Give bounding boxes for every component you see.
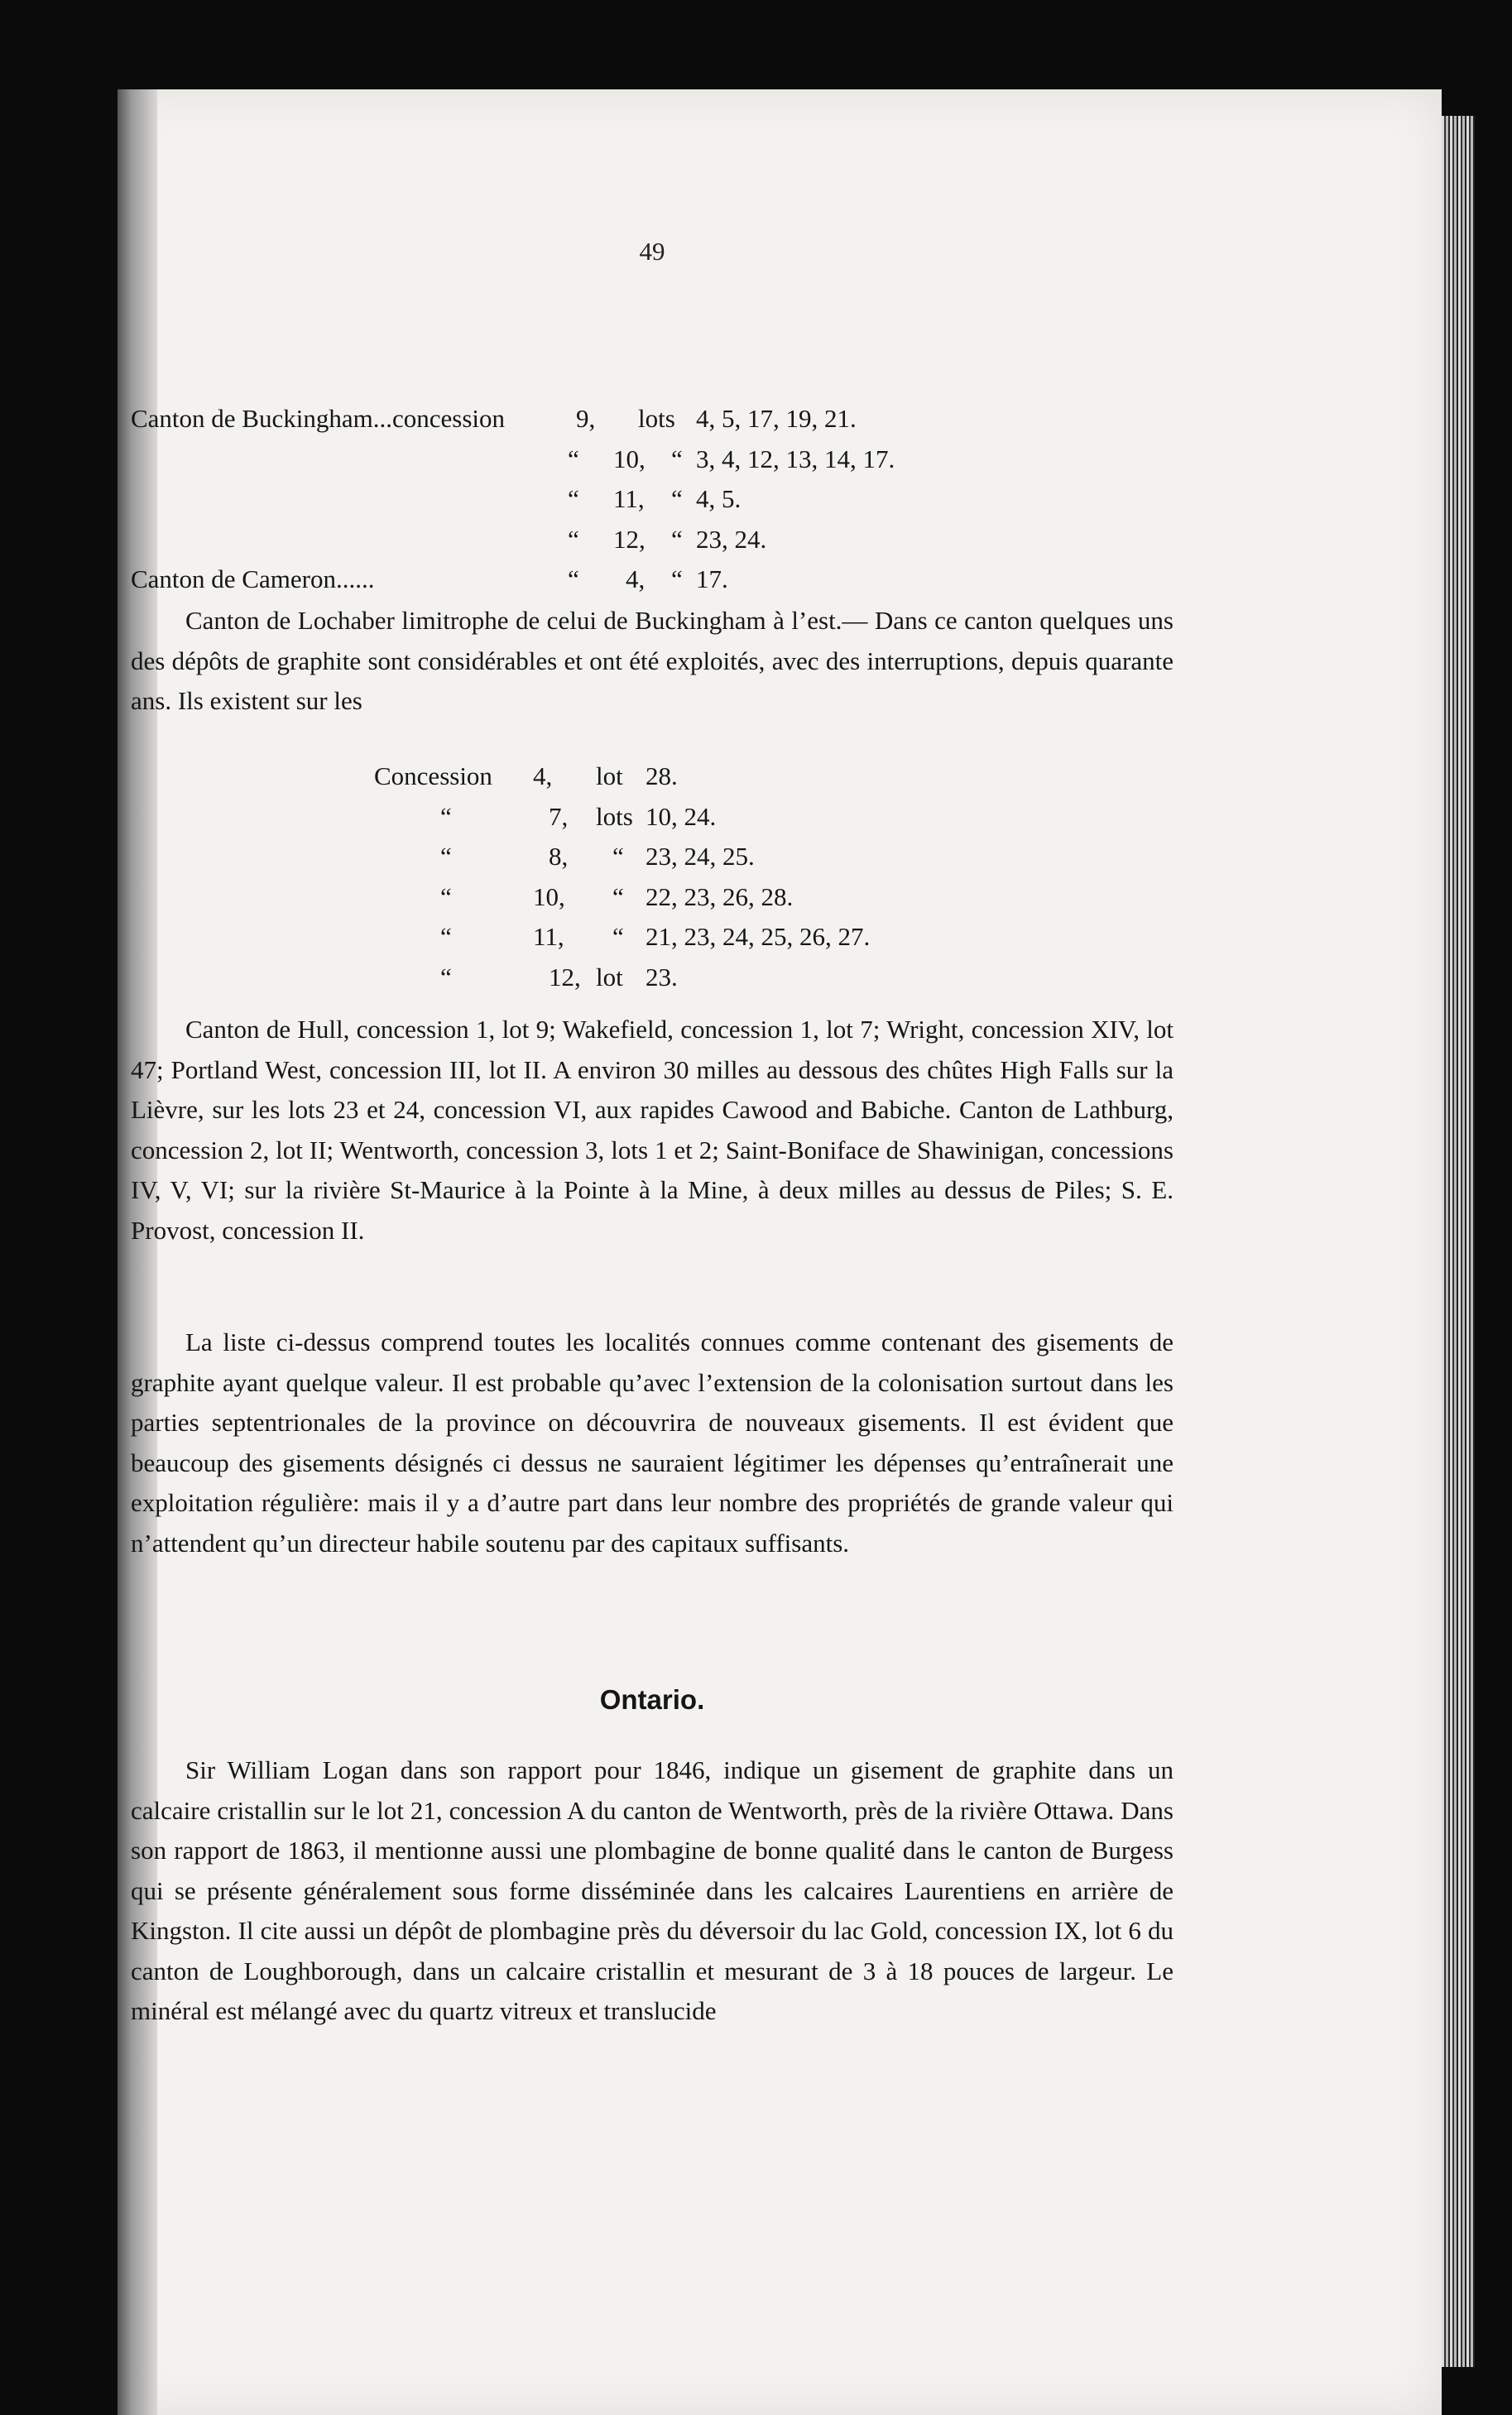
list-lot-label: “ <box>612 922 624 951</box>
list-concession: 10, <box>533 881 565 911</box>
list-item <box>131 559 1174 600</box>
list-lot-label: lot <box>596 962 623 991</box>
list-item <box>131 399 1174 439</box>
lochaber-list <box>131 756 1174 997</box>
list-item <box>131 797 1174 838</box>
list-lots: 22, 23, 26, 28. <box>646 881 794 911</box>
section-title: Ontario. <box>599 1684 705 1715</box>
list-item <box>131 439 1174 480</box>
list-lot-label: “ <box>612 842 624 871</box>
list-label: Canton de Cameron...... <box>131 564 375 593</box>
list-concession: 12, <box>549 962 581 991</box>
list-concession: 8, <box>549 842 569 871</box>
list-item <box>131 877 1174 918</box>
list-prefix: Concession <box>374 761 492 790</box>
list-lots: 23. <box>646 962 678 991</box>
buckingham-list <box>131 399 1174 600</box>
paragraph-ontario: Sir William Logan dans son rapport pour 1846, indique un gisement de graphite dans un calcaire cristallin sur le lot 21, concession A du canton de Wentworth, près de la rivière Ottawa. Dans son rapport de 1863, il mentionne aussi une plombagine de bonne qualité dans le canton de Burgess qui se présente généralement sous forme disséminée dans les calcaires Laurentiens en arrière de Kingston. Il cite aussi un dépôt de plombagine près du déversoir du lac Gold, concession IX, lot 6 du canton de Loughborough, dans un calcaire cristallin et mesurant de 3 à 18 pouces de largeur. Le minéral est mélangé avec du quartz vitreux et translucide <box>131 1755 1174 2025</box>
list-lots-label: lots <box>638 404 675 433</box>
paragraph-lochaber: Canton de Lochaber limitrophe de celui de Buckingham à l’est.— Dans ce canton quelques uns des dépôts de graphite sont considérables et ont été exploités, avec des interruptions, depuis quarante ans. Ils existent sur les <box>131 606 1174 715</box>
list-concession: 11, <box>533 922 564 951</box>
list-lot-label: lots <box>596 801 633 831</box>
list-item <box>131 756 1174 797</box>
list-ditto: “ <box>568 524 579 554</box>
list-lots: 23, 24, 25. <box>646 842 755 871</box>
list-item <box>131 520 1174 560</box>
list-label: Canton de Buckingham...concession <box>131 404 505 433</box>
list-lots: 28. <box>646 761 678 790</box>
paragraph-localities: Canton de Hull, concession 1, lot 9; Wakefield, concession 1, lot 7; Wright, concession XIV, lot 47; Portland West, concession III, lot II. A environ 30 milles au dessous des chûtes High Falls sur la Lièvre, sur les lots 23 et 24, concession VI, aux rapides Cawood and Babiche. Canton de Lathburg, concession 2, lot II; Wentworth, concession 3, lots 1 et 2; Saint-Boniface de Shawinigan, concessions IV, V, VI; sur la rivière St-Maurice à la Pointe à la Mine, à deux milles au dessus de Piles; S. E. Provost, concession II. <box>131 1015 1174 1245</box>
list-item <box>131 479 1174 520</box>
page-number: 49 <box>639 237 665 266</box>
list-prefix: “ <box>440 922 452 951</box>
list-ditto: “ <box>568 484 579 513</box>
list-lots: 23, 24. <box>696 524 767 554</box>
list-item <box>131 837 1174 877</box>
list-lots: 10, 24. <box>646 801 717 831</box>
list-concession: 9, <box>576 404 596 433</box>
list-concession: 12, <box>613 524 646 554</box>
list-lots-label: “ <box>671 484 683 513</box>
list-prefix: “ <box>440 842 452 871</box>
list-lot-label: lot <box>596 761 623 790</box>
list-prefix: “ <box>440 962 452 991</box>
list-ditto: “ <box>568 564 579 593</box>
list-lot-label: “ <box>612 881 624 911</box>
list-lots: 4, 5. <box>696 484 742 513</box>
list-lots-label: “ <box>671 524 683 554</box>
paragraph-summary: La liste ci-dessus comprend toutes les localités connues comme contenant des gisements de graphite ayant quelque valeur. Il est probable qu’avec l’extension de la colonisation surtout dans les parties septentrionales de la province on découvrira de nouveaux gisements. Il est évident que beaucoup des gisements désignés ci dessus ne sauraient légitimer les dépenses qu’entraînerait une exploitation régulière: mais il y a d’autre part dans leur nombre des propriétés de grande valeur qui n’attendent qu’un directeur habile soutenu par des capitaux suffisants. <box>131 1328 1174 1558</box>
list-ditto: “ <box>568 444 579 473</box>
list-lots: 21, 23, 24, 25, 26, 27. <box>646 922 871 951</box>
list-lots: 17. <box>696 564 728 593</box>
list-lots-label: “ <box>671 444 683 473</box>
list-concession: 11, <box>613 484 645 513</box>
list-concession: 4, <box>533 761 553 790</box>
list-concession: 10, <box>613 444 646 473</box>
list-item <box>131 917 1174 958</box>
list-lots: 4, 5, 17, 19, 21. <box>696 404 857 433</box>
list-concession: 7, <box>549 801 569 831</box>
page-edges <box>1442 116 1475 2367</box>
list-prefix: “ <box>440 881 452 911</box>
list-lots-label: “ <box>671 564 683 593</box>
list-lots: 3, 4, 12, 13, 14, 17. <box>696 444 895 473</box>
list-prefix: “ <box>440 801 452 831</box>
list-concession: 4, <box>626 564 646 593</box>
list-item <box>131 958 1174 998</box>
